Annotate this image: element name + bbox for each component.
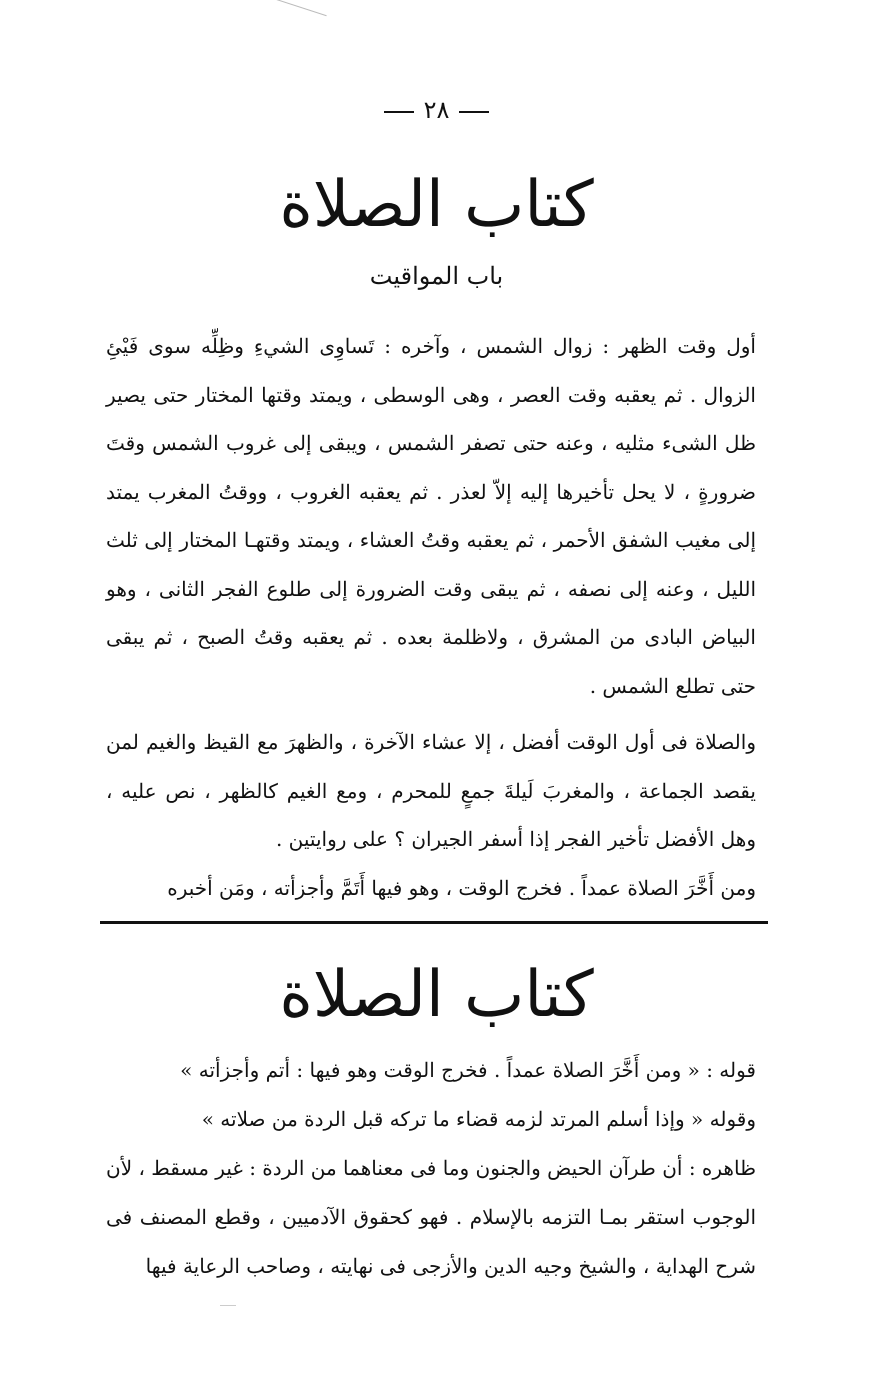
scan-mark [220, 1305, 236, 1306]
page-number-dash-right [459, 111, 489, 113]
page-number-value: ٢٨ [423, 96, 450, 124]
commentary-paragraph: ظاهره : أن طرآن الحيض والجنون وما فى معناهما من الردة : غير مسقط ، لأن الوجوب استقر بمـا التزمه بالإسلام . فهو كحقوق الآدميين ، وقطع المصنف فى شرح الهداية ، والشيخ وجيه الدين والأزجى فى نهايته ، وصاحب الرعاية فيها [106, 1156, 756, 1278]
main-text-paragraph: أول وقت الظهر : زوال الشمس ، وآخره : تَساوِى الشيءِ وظِلِّه سوى فَيْئِ الزوال . ثم يعقبه وقت العصر ، وهى الوسطى ، ويمتد وقتها المختار حتى يصير ظل الشىء مثليه ، وعنه حتى تصفر الشمس ، ويبقى إلى غروب الشمس وقتَ ضرورةٍ ، لا يحل تأخيرها إليه إلاّ لعذر . ثم يعقبه الغروب ، ووقتُ المغرب يمتد إلى مغيب الشفق الأحمر ، ثم يعقبه وقتُ العشاء ، ويمتد وقتهـا المختار إلى ثلث الليل ، وعنه إلى نصفه ، ثم يبقى وقت الضرورة إلى طلوع الفجر الثانى ، وهو البياض البادى من المشرق ، ولاظلمة بعده . ثم يعقبه وقتُ الصبح ، ثم يبقى حتى تطلع الشمس . [106, 334, 756, 698]
commentary-text [106, 1046, 756, 1291]
main-text-paragraph: والصلاة فى أول الوقت أفضل ، إلا عشاء الآخرة ، والظهرَ مع القيظ والغيم لمن يقصد الجماعة ، والمغربَ لَيلةَ جمعٍ للمحرم ، ومع الغيم كالظهر ، نص عليه ، وهل الأفضل تأخير الفجر إذا أسفر الجيران ؟ على روايتين . [106, 730, 756, 851]
commentary-book-title: كتاب الصلاة [279, 958, 594, 1032]
page-number [0, 96, 873, 124]
commentary-paragraph: قوله : « ومن أَخَّرَ الصلاة عمداً . فخرج الوقت وهو فيها : أتم وأجزأته » [180, 1058, 756, 1082]
main-text-paragraph: ومن أَخَّرَ الصلاة عمداً . فخرج الوقت ، وهو فيها أَتَمَّ وأجزأته ، ومَن أخبره [167, 875, 756, 900]
main-text-book-title: كتاب الصلاة [279, 168, 594, 242]
commentary-paragraph: وقوله « وإذا أسلم المرتد لزمه قضاء ما تركه قبل الردة من صلاته » [201, 1107, 756, 1131]
section-divider [100, 921, 768, 924]
chapter-title: باب المواقيت [369, 262, 504, 290]
main-text [106, 322, 756, 912]
scan-mark [269, 0, 326, 16]
page-number-dash-left [384, 111, 414, 113]
